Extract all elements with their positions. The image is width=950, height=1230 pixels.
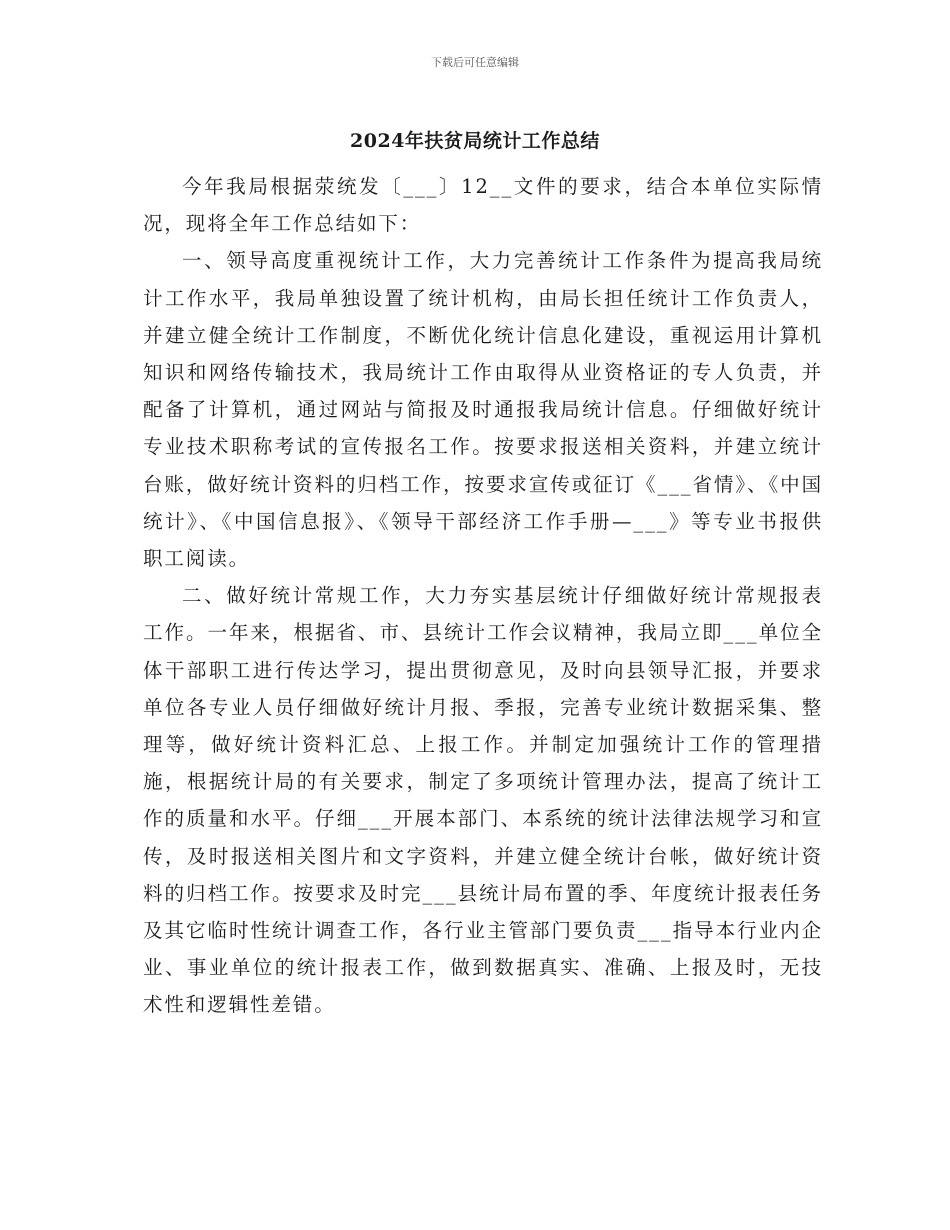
paragraph-intro: 今年我局根据荥统发〔___〕12__文件的要求，结合本单位实际情况，现将全年工作总结如下： [143, 175, 823, 236]
document-title: 2024年扶贫局统计工作总结 [350, 130, 600, 152]
document-body [143, 168, 823, 1024]
paragraph-section-2: 二、做好统计常规工作，大力夯实基层统计仔细做好统计常规报表工作。一年来，根据省、市、县统计工作会议精神，我局立即___单位全体干部职工进行传达学习，提出贯彻意见，及时向县领导汇报，并要求单位各专业人员仔细做好统计月报、季报，完善专业统计数据采集、整理等，做好统计资料汇总、上报工作。并制定加强统计工作的管理措施，根据统计局的有关要求，制定了多项统计管理办法，提高了统计工作的质量和水平。仔细___开展本部门、本系统的统计法律法规学习和宣传，及时报送相关图片和文字资料，并建立健全统计台帐，做好统计资料的归档工作。按要求及时完___县统计局布置的季、年度统计报表任务及其它临时性统计调查工作，各行业主管部门要负责___指导本行业内企业、事业单位的统计报表工作，做到数据真实、准确、上报及时，无技术性和逻辑性差错。 [143, 584, 823, 1017]
page-header-note: 下载后可任意编辑 [431, 56, 519, 69]
paragraph-section-1: 一、领导高度重视统计工作，大力完善统计工作条件为提高我局统计工作水平，我局单独设置了统计机构，由局长担任统计工作负责人，并建立健全统计工作制度，不断优化统计信息化建设，重视运用计算机知识和网络传输技术，我局统计工作由取得从业资格证的专人负责，并配备了计算机，通过网站与简报及时通报我局统计信息。仔细做好统计专业技术职称考试的宣传报名工作。按要求报送相关资料，并建立统计台账，做好统计资料的归档工作，按要求宣传或征订《___省情》、《中国统计》、《中国信息报》、《领导干部经济工作手册—___》等专业书报供职工阅读。 [143, 249, 823, 571]
